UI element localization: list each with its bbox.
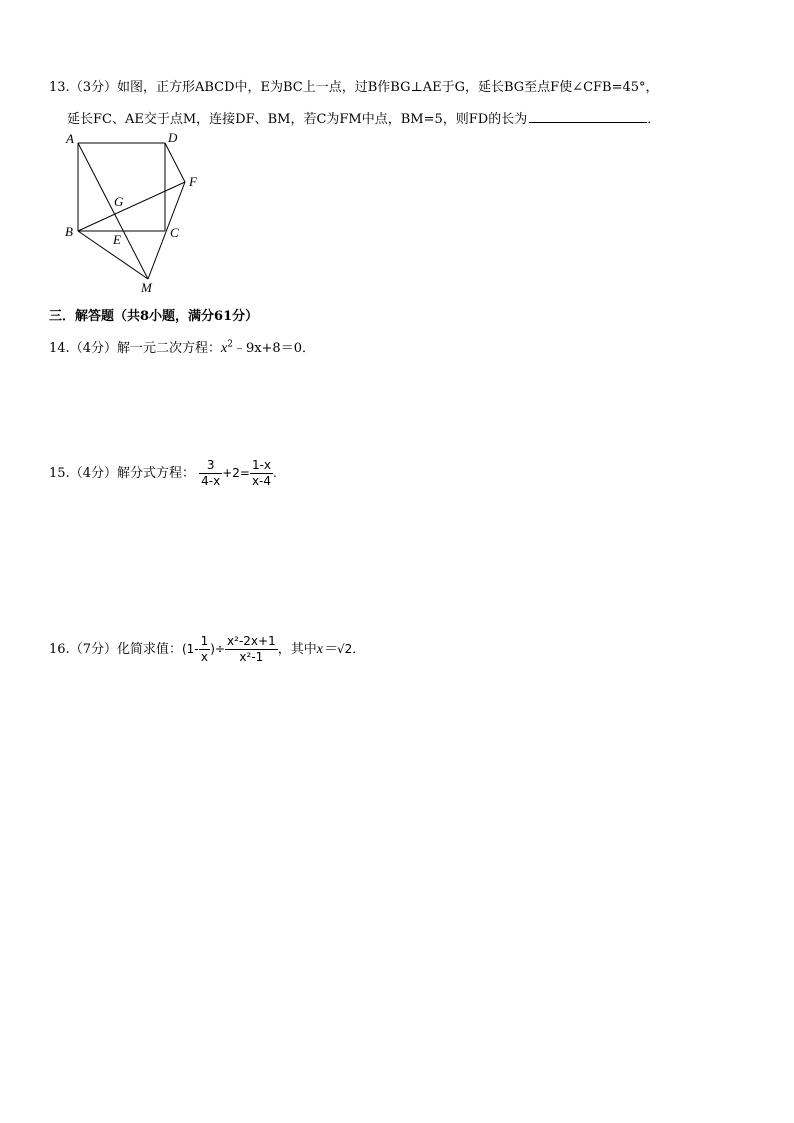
q14-var-x: x [220, 341, 228, 356]
segment-am [78, 143, 148, 279]
q13-text-1: 如图，正方形ABCD中，E为BC上一点，过B作BG⊥AE于G，延长BG至点F使∠CFB=45°， [116, 80, 659, 95]
q16-xeq: x＝ [316, 642, 337, 657]
q15-fraction-2: $\frac{1-x}{x-4}$ [251, 458, 272, 488]
q14-number: 14. [49, 341, 70, 356]
q16-open: (1- [181, 642, 199, 656]
q13-line2 [67, 108, 660, 127]
segment-df [165, 143, 185, 182]
q13-text-2: 延长FC、AE交于点M，连接DF、BM，若C为FM中点，BM=5，则FD的长为 [67, 112, 528, 127]
q16-sqrt: √2 [336, 642, 353, 656]
label-e: E [113, 232, 121, 247]
label-b: B [65, 224, 73, 239]
q16-line [49, 634, 365, 665]
q16-where: ，其中 [277, 642, 317, 657]
q15-line [49, 458, 277, 489]
q16-fraction-2: $\frac{\text{x²-2x+1}}{\text{x²-1}}$ [227, 634, 276, 664]
label-m: M [141, 280, 152, 295]
label-c: C [170, 225, 179, 240]
q15-fraction-1: $\frac{3}{4-x}$ [201, 458, 221, 488]
q16-number: 16. [49, 642, 70, 657]
q14-score: （4分） [69, 341, 117, 356]
q15-end: . [273, 466, 277, 480]
q16-close: )÷ [210, 642, 226, 656]
q13-score: （3分） [69, 80, 117, 95]
q16-prompt: 化简求值： [116, 642, 182, 657]
answer-blank [529, 110, 647, 123]
q16-score: （7分） [69, 642, 117, 657]
geometry-figure [55, 128, 215, 298]
q15-score: （4分） [69, 466, 117, 481]
q14-rest: ﹣9x+8＝0． [232, 341, 315, 356]
q16-fraction-1: $\frac{1}{x}$ [200, 634, 209, 664]
q13-number: 13. [49, 80, 70, 95]
label-a: A [66, 131, 74, 146]
q14-line [49, 337, 315, 357]
q15-number: 15. [49, 466, 70, 481]
q15-prompt: 解分式方程： [116, 466, 195, 481]
section-title: 三．解答题（共8小题，满分61分） [49, 309, 259, 324]
label-d: D [168, 130, 178, 145]
q15-mid: +2= [222, 466, 250, 480]
q14-exponent: 2 [227, 339, 233, 350]
q16-end: ． [352, 642, 366, 657]
q13-line1 [49, 76, 659, 95]
label-f: F [189, 174, 197, 189]
label-g: G [114, 194, 124, 209]
q14-prompt: 解一元二次方程： [116, 341, 221, 356]
q13-period: ． [647, 112, 661, 127]
